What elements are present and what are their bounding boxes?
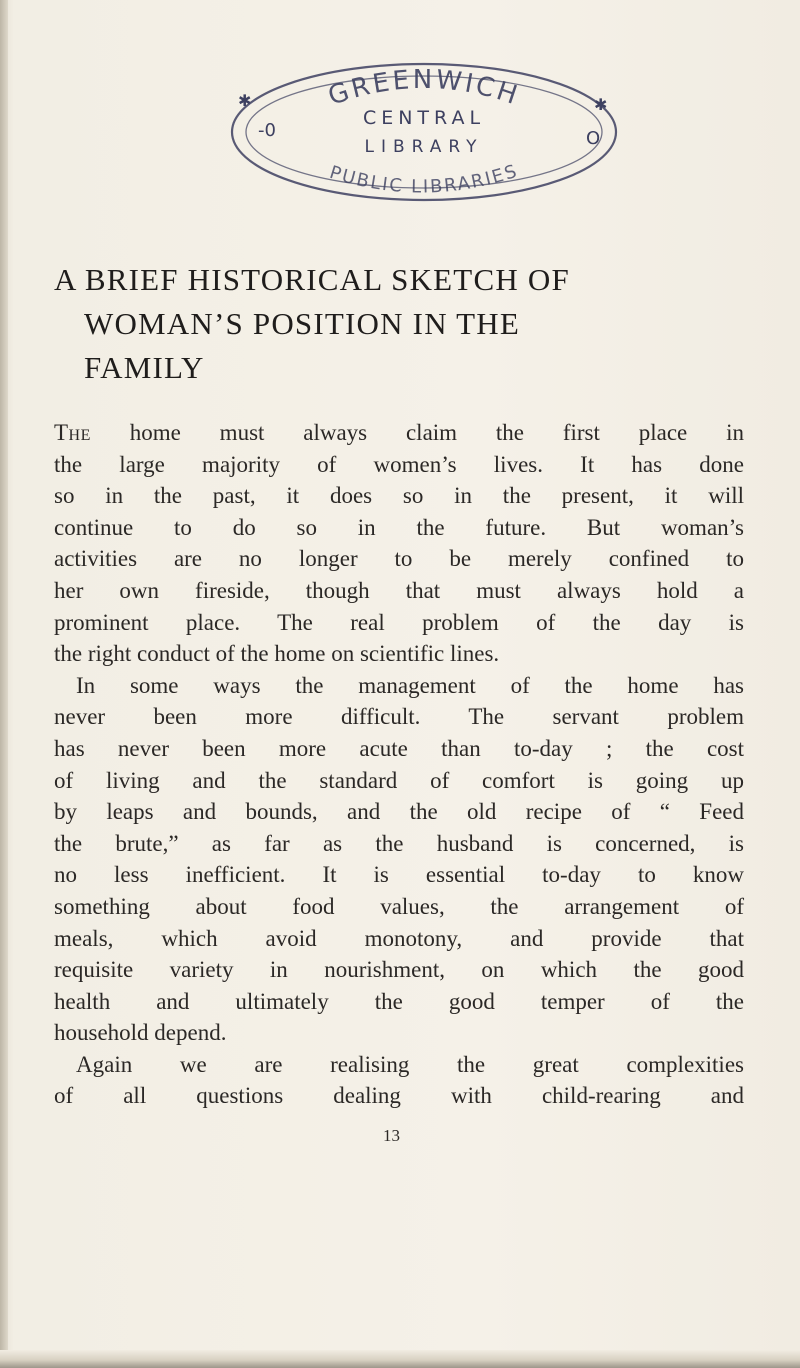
- text-line: household depend.: [54, 1020, 227, 1046]
- text-line: prominent place. The real problem of the day is: [54, 609, 744, 635]
- text-line: so in the past, it does so in the present, it will: [54, 483, 744, 509]
- stamp-line2: LIBRARY: [364, 137, 484, 157]
- svg-text:GREENWICH: [325, 65, 524, 112]
- text-line: of living and the standard of comfort is going up: [54, 767, 744, 793]
- svg-text:✱: ✱: [594, 95, 608, 114]
- page-number: 13: [383, 1126, 400, 1145]
- heading-line-1: A BRIEF HISTORICAL SKETCH OF: [54, 262, 570, 297]
- library-stamp: [214, 58, 634, 218]
- text-line: requisite variety in nourishment, on which the good: [54, 957, 744, 983]
- text-line: continue to do so in the future. But woman’s: [54, 514, 744, 540]
- page-bottom-edge: [0, 1350, 800, 1368]
- svg-text:PUBLIC LIBRARIES: [327, 160, 521, 197]
- text-line: no less inefficient. It is essential to-day to know: [54, 862, 744, 888]
- svg-text:✱: ✱: [238, 91, 252, 110]
- text-line: activities are no longer to be merely confined to: [54, 546, 744, 572]
- text-line: has never been more acute than to-day ; the cost: [54, 735, 744, 761]
- text-line: never been more difficult. The servant problem: [54, 704, 744, 730]
- text-line: In some ways the management of the home has: [76, 672, 744, 698]
- text-line: the right conduct of the home on scientific lines.: [54, 641, 500, 667]
- heading-line-2: WOMAN’S POSITION IN THE: [84, 306, 521, 341]
- binding-edge: [0, 0, 8, 1368]
- stamp-line1: CENTRAL: [362, 107, 486, 129]
- first-word: The: [54, 420, 91, 445]
- text-line: of all questions dealing with child-rearing and: [54, 1083, 744, 1109]
- chapter-heading: [54, 258, 754, 390]
- heading-line-3: FAMILY: [84, 350, 205, 385]
- text-line: the large majority of women’s lives. It has done: [54, 451, 744, 477]
- text-line: health and ultimately the good temper of the: [54, 988, 744, 1014]
- stamp-bottom-arc: PUBLIC LIBRARIES: [327, 160, 522, 198]
- text-line: the brute,” as far as the husband is concerned, is: [54, 830, 744, 856]
- body-text: [54, 417, 744, 1112]
- text-line: The home must always claim the first place in: [54, 420, 744, 445]
- text-line: her own fireside, though that must always hold a: [54, 577, 744, 603]
- text-line: Again we are realising the great complexities: [76, 1051, 744, 1077]
- text-line: by leaps and bounds, and the old recipe of “ Feed: [54, 799, 744, 825]
- text-line: something about food values, the arrangement of: [54, 893, 744, 919]
- text-line: meals, which avoid monotony, and provide that: [54, 925, 744, 951]
- stamp-top-arc: GREENWICH: [324, 64, 524, 112]
- stamp-left-mark: -0: [258, 120, 276, 141]
- stamp-right-mark: O: [586, 128, 601, 149]
